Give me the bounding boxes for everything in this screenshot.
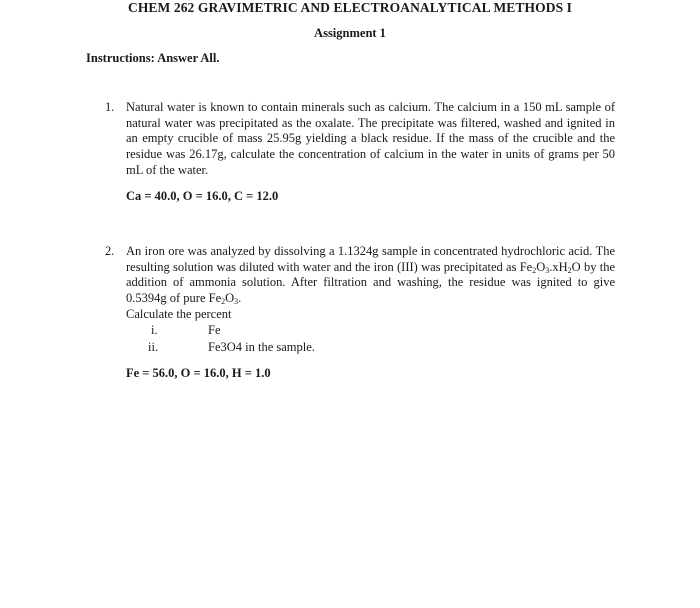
- sub-item-text: Fe3O4 in the sample.: [208, 340, 315, 355]
- course-title: CHEM 262 GRAVIMETRIC AND ELECTROANALYTICAL METHODS I: [127, 0, 573, 15]
- sub-item-number: ii.: [148, 340, 159, 355]
- sub-item: [145, 323, 615, 341]
- assignment-heading: Assignment 1: [314, 26, 386, 40]
- sub-item-number: i.: [151, 322, 158, 337]
- question-1: [105, 100, 615, 204]
- atomic-masses: Ca = 40.0, O = 16.0, C = 12.0: [126, 188, 279, 203]
- question-text: Natural water is known to contain minerals such as calcium. The calcium in a 150 mL sample of natural water was precipitated as the oxalate. The precipitate was filtered, washed and ignited in an empty crucible of mass 25.95g yielding a black residue. If the mass of the crucible and the residue was 26.17g, calculate the concentration of calcium in the water in units of grams per 50 mL of the water.: [126, 100, 615, 177]
- sub-item: [145, 340, 615, 358]
- calculate-label: Calculate the percent: [126, 306, 232, 321]
- sub-item-list: [145, 323, 615, 358]
- question-number: 2.: [105, 244, 115, 258]
- sub-item-text: Fe: [208, 322, 221, 337]
- question-text: An iron ore was analyzed by dissolving a 1.1324g sample in concentrated hydrochloric acid. The resulting solution was diluted with water and the iron (III) was precipitated as $Fe_2O_3.xH_2O$ by the addition of ammonia solution. After filtration and washing, the residue was ignited to give 0.5394g of pure $Fe_2O_3$. Calculate the percent: [126, 244, 615, 321]
- question-number: 1.: [105, 100, 115, 114]
- chemical-formula: $Fe_2O_3$.: [208, 291, 242, 307]
- question-2: [105, 244, 615, 381]
- atomic-masses: Fe = 56.0, O = 16.0, H = 1.0: [126, 365, 271, 380]
- instructions-text: Instructions: Answer All.: [86, 51, 220, 65]
- chemical-formula: $Fe_2O_3.xH_2O$: [519, 259, 581, 275]
